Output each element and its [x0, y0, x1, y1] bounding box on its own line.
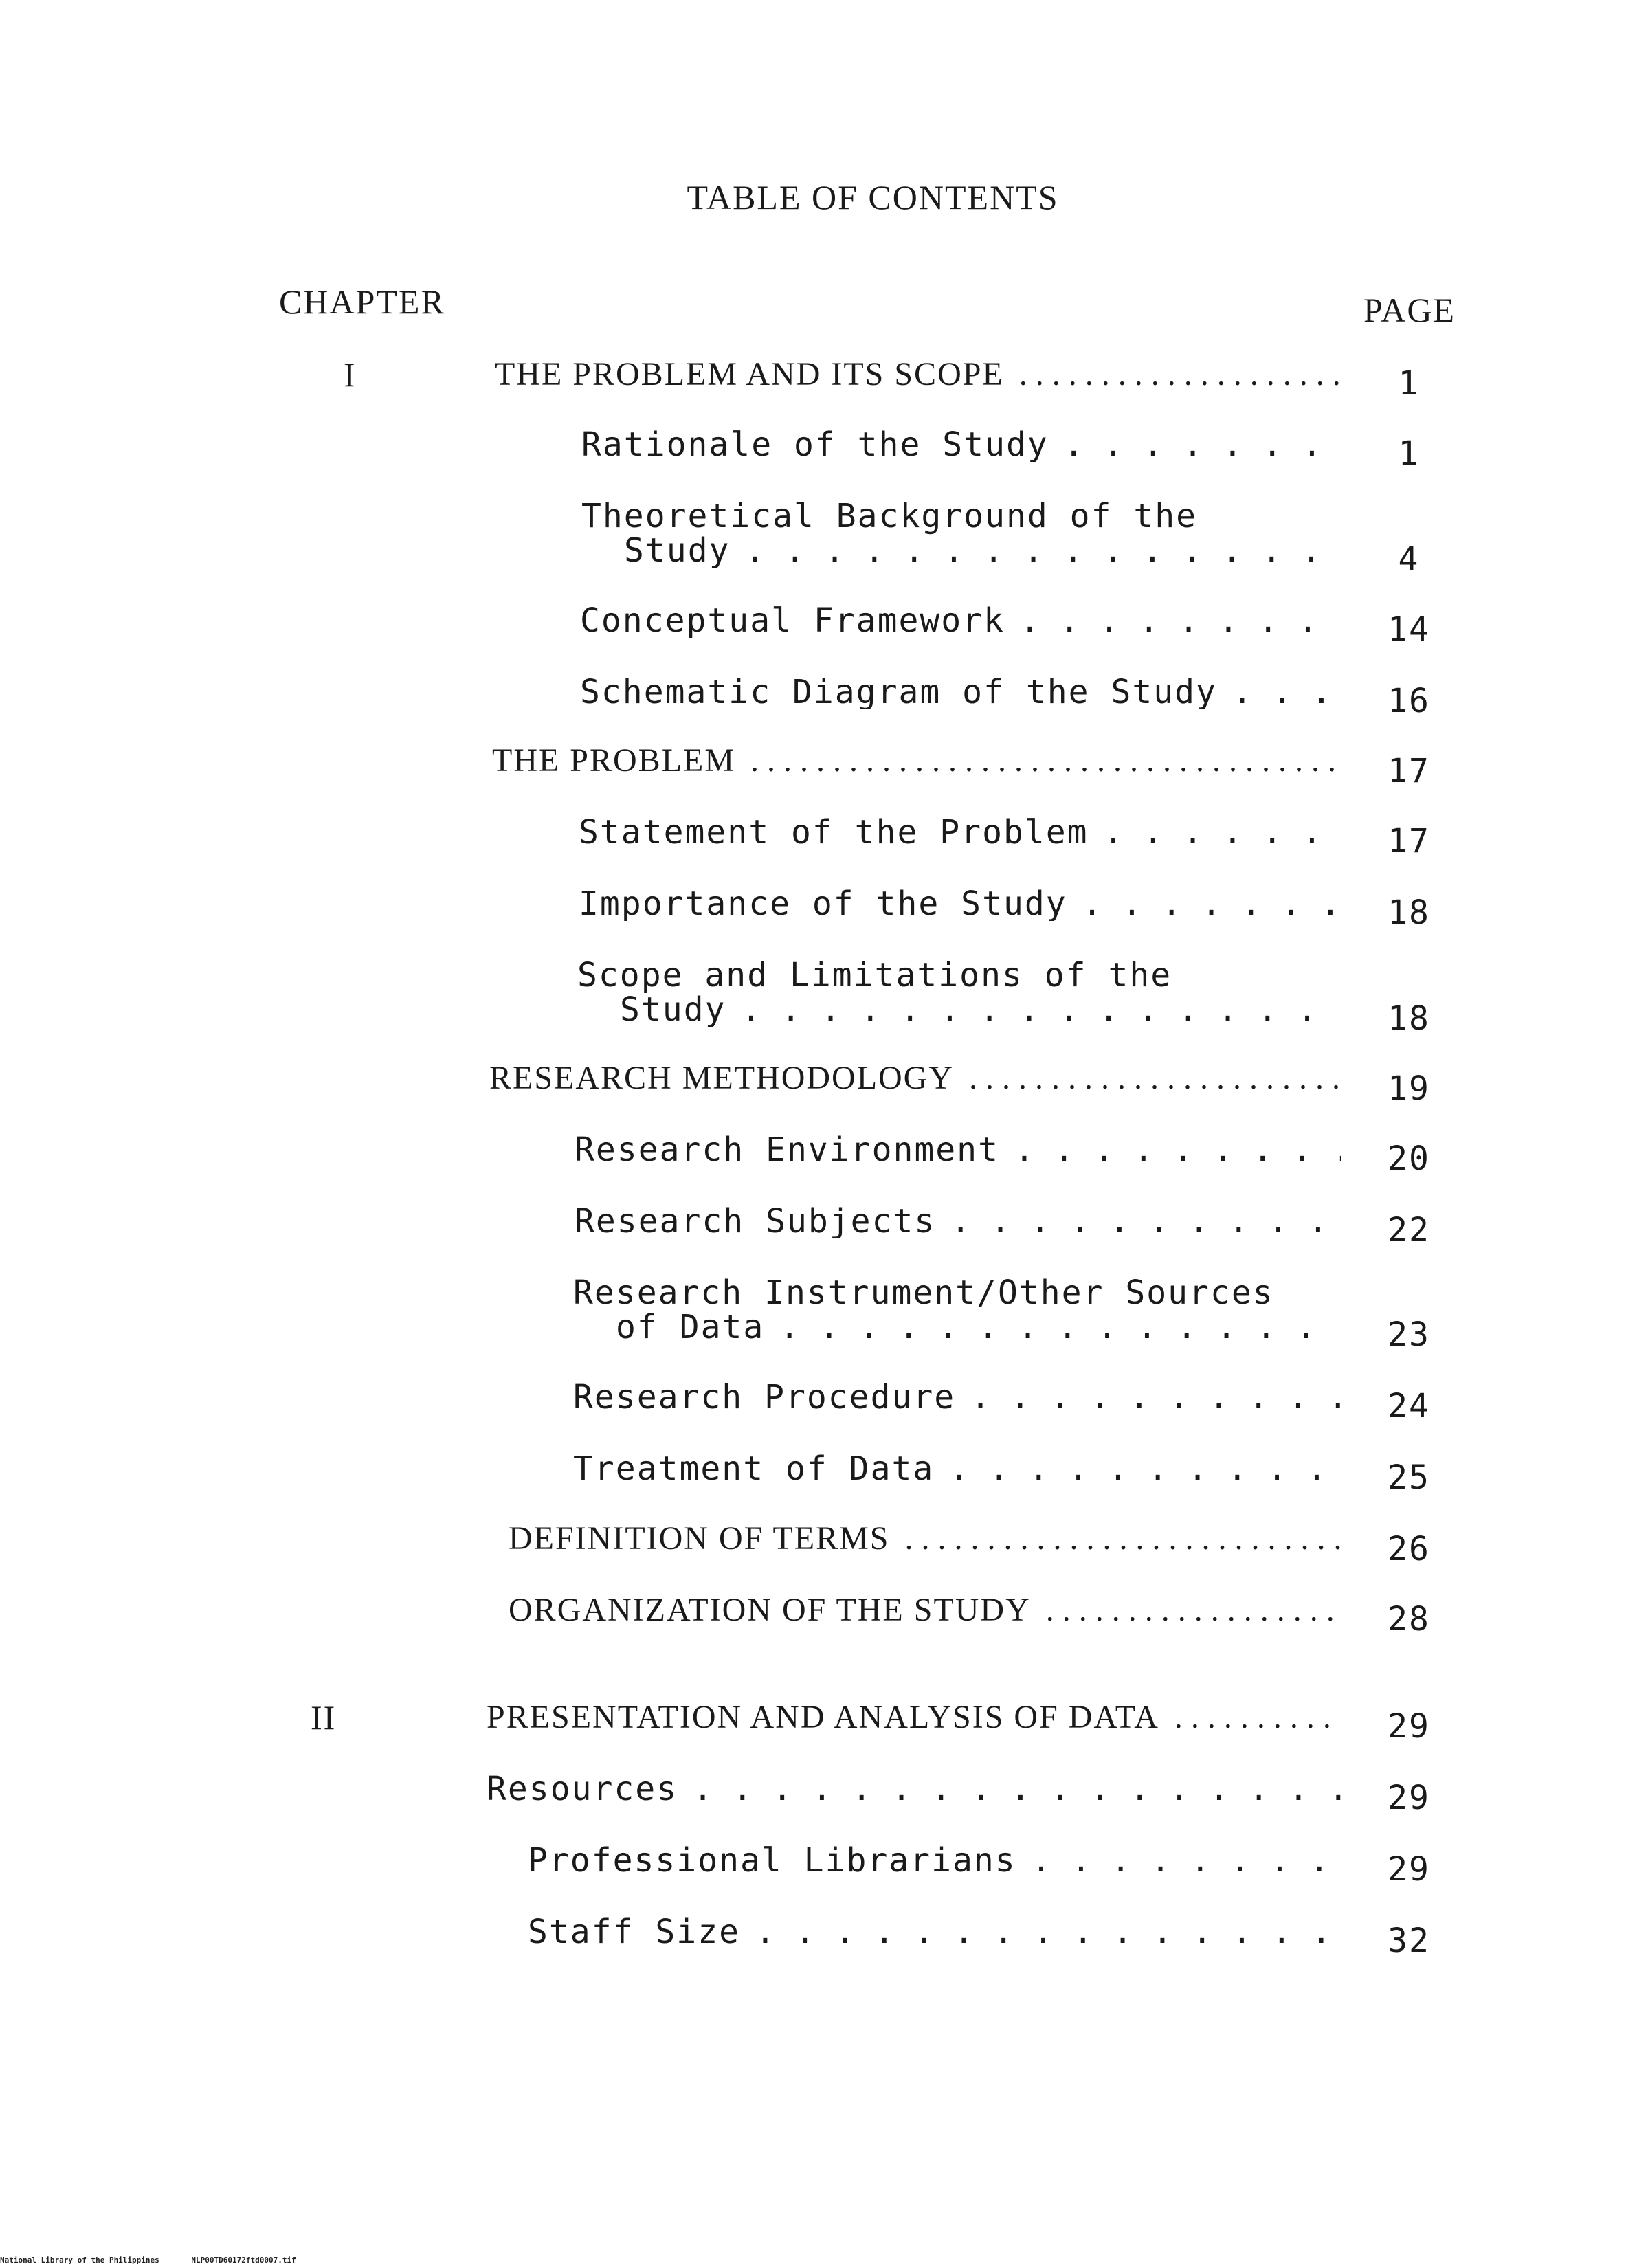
- chapter-numeral-ii: II: [311, 1698, 337, 1737]
- toc-entry-text: Conceptual Framework: [580, 603, 1005, 638]
- toc-entry-text: Importance of the Study: [579, 887, 1067, 921]
- toc-entry: [495, 357, 1341, 392]
- toc-entry-text: Statement of the Problem: [579, 815, 1089, 849]
- toc-entry: [580, 675, 1341, 709]
- dot-leader: [1174, 1700, 1341, 1735]
- toc-entry-text: Professional Librarians: [528, 1843, 1016, 1878]
- toc-entry: [573, 1452, 1341, 1486]
- toc-entry-page: 16: [1388, 682, 1430, 720]
- toc-entry-page: 17: [1388, 752, 1430, 790]
- toc-entry-page: 20: [1388, 1139, 1430, 1178]
- toc-entry-text: Rationale of the Study: [581, 427, 1049, 462]
- toc-entry: [573, 1276, 1341, 1344]
- toc-entry: [577, 958, 1341, 1027]
- dot-leader: [755, 1915, 1341, 1949]
- chapter-column-header: CHAPTER: [279, 282, 445, 321]
- dot-leader: [1020, 603, 1341, 638]
- toc-entry-page: 18: [1388, 893, 1430, 932]
- toc-entry-page: 1: [1398, 364, 1420, 403]
- toc-entry-text: ORGANIZATION OF THE STUDY: [509, 1593, 1031, 1627]
- toc-entry-text: Scope and Limitations of the: [577, 958, 1172, 994]
- dot-leader: [1104, 815, 1341, 849]
- dot-leader: [1046, 1593, 1341, 1627]
- dot-leader: [950, 1204, 1341, 1238]
- toc-entry: [528, 1843, 1341, 1878]
- toc-entry-page: 28: [1388, 1600, 1430, 1638]
- toc-entry-page: 25: [1388, 1458, 1430, 1497]
- toc-entry-page: 18: [1388, 999, 1430, 1038]
- toc-entry-page: 32: [1388, 1922, 1430, 1960]
- toc-entry-text: Schematic Diagram of the Study: [580, 675, 1217, 709]
- toc-entry-page: 26: [1388, 1530, 1430, 1568]
- toc-entry-text: RESEARCH METHODOLOGY: [489, 1061, 954, 1096]
- toc-entry: [509, 1522, 1341, 1556]
- toc-entry-page: 23: [1388, 1315, 1430, 1354]
- toc-entry-continuation: Study: [620, 990, 726, 1027]
- dot-leader: [904, 1522, 1341, 1556]
- toc-entry-text: Research Subjects: [575, 1204, 936, 1238]
- toc-entry: [489, 1061, 1341, 1096]
- toc-entry-page: 14: [1388, 610, 1430, 649]
- toc-entry-page: 29: [1388, 1779, 1430, 1817]
- page-column-header: PAGE: [1363, 291, 1456, 329]
- dot-leader: [779, 1310, 1341, 1344]
- dot-leader: [693, 1772, 1341, 1806]
- toc-entry-text: Treatment of Data: [573, 1452, 935, 1486]
- dot-leader: [1032, 1843, 1341, 1878]
- toc-entry: [579, 887, 1341, 921]
- toc-entry-continuation: Study: [624, 531, 731, 568]
- toc-entry-text: Staff Size: [528, 1915, 740, 1949]
- toc-entry-text: THE PROBLEM: [492, 744, 736, 778]
- toc-entry: [509, 1593, 1341, 1627]
- toc-entry-page: 4: [1398, 540, 1420, 579]
- dot-leader: [742, 992, 1342, 1027]
- toc-entry: [581, 427, 1341, 462]
- toc-entry: [575, 1133, 1341, 1167]
- toc-entry-page: 1: [1398, 434, 1420, 473]
- toc-entry-text: Research Procedure: [573, 1380, 956, 1414]
- dot-leader: [750, 744, 1341, 778]
- toc-entry-text: THE PROBLEM AND ITS SCOPE: [495, 357, 1004, 392]
- toc-entry-page: 22: [1388, 1211, 1430, 1249]
- dot-leader: [1064, 427, 1341, 462]
- toc-entry-text: Research Instrument/Other Sources: [573, 1276, 1274, 1312]
- toc-entry-page: 19: [1388, 1069, 1430, 1108]
- toc-entry: [580, 603, 1341, 638]
- toc-entry: [492, 744, 1341, 778]
- toc-entry-text: DEFINITION OF TERMS: [509, 1522, 890, 1556]
- toc-entry-text: Resources: [487, 1772, 678, 1806]
- toc-entry: [575, 1204, 1341, 1238]
- toc-entry: [528, 1915, 1341, 1949]
- dot-leader: [969, 1061, 1341, 1096]
- toc-entry-text: Research Environment: [575, 1133, 999, 1167]
- scan-footer: [0, 2256, 296, 2265]
- toc-entry-page: 17: [1388, 822, 1430, 860]
- toc-entry-page: 29: [1388, 1850, 1430, 1889]
- dot-leader: [1082, 887, 1341, 921]
- footer-source: National Library of the Philippines: [0, 2256, 159, 2265]
- dot-leader: [1019, 357, 1341, 392]
- toc-entry: [579, 815, 1341, 849]
- toc-entry: [487, 1772, 1341, 1806]
- toc-entry-page: 24: [1388, 1387, 1430, 1425]
- toc-entry: [487, 1700, 1341, 1735]
- dot-leader: [1232, 675, 1341, 709]
- toc-entry-continuation: of Data: [616, 1308, 765, 1344]
- dot-leader: [746, 533, 1342, 568]
- toc-entry-text: PRESENTATION AND ANALYSIS OF DATA: [487, 1700, 1159, 1735]
- dot-leader: [949, 1452, 1341, 1486]
- footer-filename: NLP00TD60172ftd0007.tif: [191, 2256, 296, 2265]
- dot-leader: [1014, 1133, 1341, 1167]
- toc-entry: [581, 499, 1341, 568]
- page-title: TABLE OF CONTENTS: [687, 178, 1059, 216]
- toc-entry: [573, 1380, 1341, 1414]
- toc-entry-text: Theoretical Background of the: [581, 499, 1198, 535]
- chapter-numeral-i: I: [344, 355, 357, 394]
- dot-leader: [970, 1380, 1341, 1414]
- toc-entry-page: 29: [1388, 1707, 1430, 1746]
